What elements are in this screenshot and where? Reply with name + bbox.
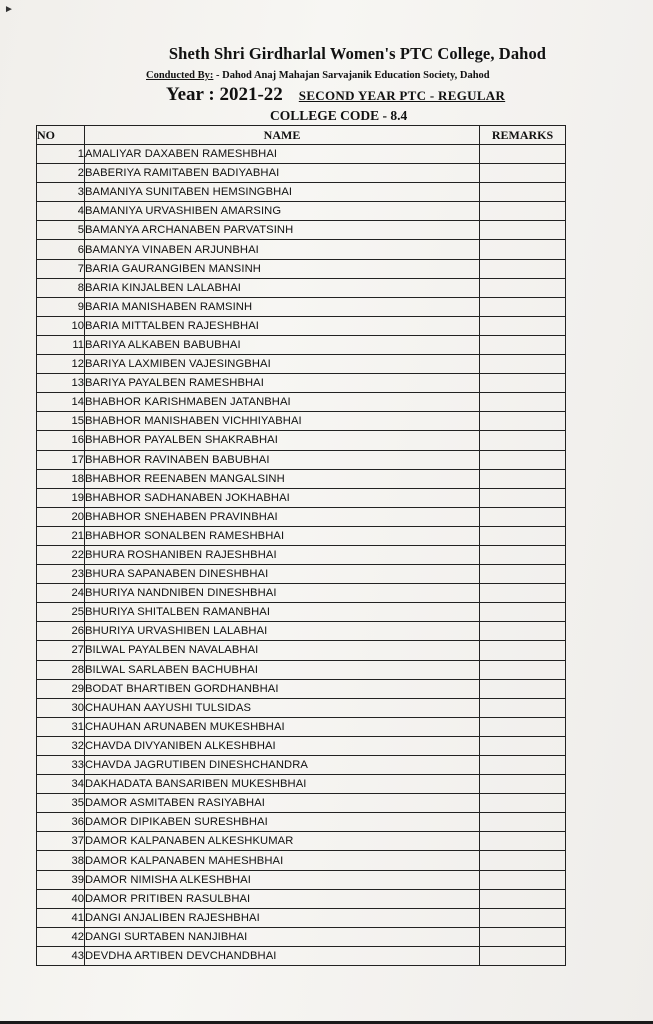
year-line [166, 84, 505, 106]
remarks-cell [480, 851, 566, 870]
remarks-cell [480, 145, 566, 164]
student-name: DANGI ANJALIBEN RAJESHBHAI [85, 908, 480, 927]
corner-mark: ► [4, 4, 14, 15]
table-row [37, 813, 566, 832]
student-name: BHURIYA SHITALBEN RAMANBHAI [85, 603, 480, 622]
table-row [37, 488, 566, 507]
remarks-cell [480, 450, 566, 469]
remarks-cell [480, 603, 566, 622]
row-number: 6 [37, 240, 85, 259]
row-number: 8 [37, 278, 85, 297]
student-name: DAMOR PRITIBEN RASULBHAI [85, 889, 480, 908]
row-number: 30 [37, 698, 85, 717]
student-name: CHAVDA JAGRUTIBEN DINESHCHANDRA [85, 756, 480, 775]
remarks-cell [480, 908, 566, 927]
remarks-cell [480, 545, 566, 564]
table-row [37, 889, 566, 908]
remarks-cell [480, 221, 566, 240]
student-name: BHABHOR REENABEN MANGALSINH [85, 469, 480, 488]
table-row [37, 526, 566, 545]
table-row [37, 278, 566, 297]
row-number: 21 [37, 526, 85, 545]
student-name: DAMOR DIPIKABEN SURESHBHAI [85, 813, 480, 832]
remarks-cell [480, 240, 566, 259]
row-number: 24 [37, 584, 85, 603]
remarks-cell [480, 355, 566, 374]
row-number: 16 [37, 431, 85, 450]
student-name: BHABHOR MANISHABEN VICHHIYABHAI [85, 412, 480, 431]
table-row [37, 240, 566, 259]
student-name: BABERIYA RAMITABEN BADIYABHAI [85, 164, 480, 183]
remarks-cell [480, 565, 566, 584]
row-number: 29 [37, 679, 85, 698]
row-number: 41 [37, 908, 85, 927]
student-name: BARIA GAURANGIBEN MANSINH [85, 259, 480, 278]
remarks-cell [480, 927, 566, 946]
student-name: CHAUHAN AAYUSHI TULSIDAS [85, 698, 480, 717]
conducted-by [146, 70, 490, 81]
row-number: 1 [37, 145, 85, 164]
student-name: BHABHOR PAYALBEN SHAKRABHAI [85, 431, 480, 450]
row-number: 20 [37, 507, 85, 526]
row-number: 25 [37, 603, 85, 622]
table-row [37, 679, 566, 698]
student-name: BHABHOR SNEHABEN PRAVINBHAI [85, 507, 480, 526]
table-row [37, 565, 566, 584]
student-name: DAMOR KALPANABEN MAHESHBHAI [85, 851, 480, 870]
remarks-cell [480, 374, 566, 393]
row-number: 17 [37, 450, 85, 469]
row-number: 19 [37, 488, 85, 507]
table-row [37, 756, 566, 775]
table-row [37, 775, 566, 794]
row-number: 13 [37, 374, 85, 393]
table-header-row [37, 126, 566, 145]
table-row [37, 545, 566, 564]
student-name: BILWAL SARLABEN BACHUBHAI [85, 660, 480, 679]
remarks-cell [480, 698, 566, 717]
student-name: BODAT BHARTIBEN GORDHANBHAI [85, 679, 480, 698]
remarks-cell [480, 316, 566, 335]
row-number: 5 [37, 221, 85, 240]
row-number: 3 [37, 183, 85, 202]
row-number: 39 [37, 870, 85, 889]
student-name: DANGI SURTABEN NANJIBHAI [85, 927, 480, 946]
remarks-cell [480, 756, 566, 775]
student-name: BAMANIYA SUNITABEN HEMSINGBHAI [85, 183, 480, 202]
student-name: DAMOR ASMITABEN RASIYABHAI [85, 794, 480, 813]
remarks-cell [480, 832, 566, 851]
remarks-cell [480, 412, 566, 431]
row-number: 37 [37, 832, 85, 851]
remarks-cell [480, 507, 566, 526]
college-code: COLLEGE CODE - 8.4 [270, 108, 408, 123]
table-row [37, 870, 566, 889]
table-row [37, 717, 566, 736]
student-name: BARIYA ALKABEN BABUBHAI [85, 335, 480, 354]
row-number: 36 [37, 813, 85, 832]
student-name: BHURA ROSHANIBEN RAJESHBHAI [85, 545, 480, 564]
table-row [37, 374, 566, 393]
remarks-cell [480, 183, 566, 202]
student-name: BHABHOR KARISHMABEN JATANBHAI [85, 393, 480, 412]
remarks-cell [480, 775, 566, 794]
remarks-cell [480, 946, 566, 965]
student-name: BARIYA LAXMIBEN VAJESINGBHAI [85, 355, 480, 374]
row-number: 11 [37, 335, 85, 354]
student-name: DAMOR NIMISHA ALKESHBHAI [85, 870, 480, 889]
student-name: BAMANIYA URVASHIBEN AMARSING [85, 202, 480, 221]
table-row [37, 698, 566, 717]
student-name: BARIA MITTALBEN RAJESHBHAI [85, 316, 480, 335]
remarks-cell [480, 164, 566, 183]
row-number: 12 [37, 355, 85, 374]
conducted-label: Conducted By: [146, 70, 214, 81]
row-number: 34 [37, 775, 85, 794]
remarks-cell [480, 889, 566, 908]
student-name: AMALIYAR DAXABEN RAMESHBHAI [85, 145, 480, 164]
table-row [37, 660, 566, 679]
table-row [37, 221, 566, 240]
table-row [37, 412, 566, 431]
row-number: 42 [37, 927, 85, 946]
remarks-cell [480, 335, 566, 354]
student-name: BHURA SAPANABEN DINESHBHAI [85, 565, 480, 584]
remarks-cell [480, 870, 566, 889]
remarks-cell [480, 526, 566, 545]
row-number: 40 [37, 889, 85, 908]
remarks-cell [480, 641, 566, 660]
row-number: 4 [37, 202, 85, 221]
table-row [37, 794, 566, 813]
table-row [37, 393, 566, 412]
table-row [37, 183, 566, 202]
row-number: 18 [37, 469, 85, 488]
table-row [37, 908, 566, 927]
remarks-cell [480, 717, 566, 736]
table-row [37, 584, 566, 603]
remarks-cell [480, 813, 566, 832]
table-row [37, 641, 566, 660]
remarks-cell [480, 202, 566, 221]
table-row [37, 297, 566, 316]
student-name: BHABHOR RAVINABEN BABUBHAI [85, 450, 480, 469]
row-number: 9 [37, 297, 85, 316]
row-number: 15 [37, 412, 85, 431]
row-number: 26 [37, 622, 85, 641]
remarks-cell [480, 431, 566, 450]
student-name: BHABHOR SONALBEN RAMESHBHAI [85, 526, 480, 545]
remarks-cell [480, 393, 566, 412]
row-number: 27 [37, 641, 85, 660]
academic-year: Year : 2021-22 [166, 84, 283, 105]
remarks-cell [480, 660, 566, 679]
table-row [37, 469, 566, 488]
student-name: BARIYA PAYALBEN RAMESHBHAI [85, 374, 480, 393]
table-row [37, 832, 566, 851]
student-name: DAKHADATA BANSARIBEN MUKESHBHAI [85, 775, 480, 794]
student-name: BHURIYA NANDNIBEN DINESHBHAI [85, 584, 480, 603]
remarks-cell [480, 488, 566, 507]
table-row [37, 622, 566, 641]
row-number: 35 [37, 794, 85, 813]
table-row [37, 355, 566, 374]
student-name: BARIA MANISHABEN RAMSINH [85, 297, 480, 316]
row-number: 23 [37, 565, 85, 584]
remarks-cell [480, 469, 566, 488]
table-row [37, 145, 566, 164]
column-header-remarks: REMARKS [480, 126, 566, 145]
student-name: BAMANYA VINABEN ARJUNBHAI [85, 240, 480, 259]
table-row [37, 946, 566, 965]
student-name: BHABHOR SADHANABEN JOKHABHAI [85, 488, 480, 507]
row-number: 28 [37, 660, 85, 679]
table-row [37, 335, 566, 354]
table-row [37, 431, 566, 450]
programme-label: SECOND YEAR PTC - REGULAR [298, 88, 506, 103]
row-number: 38 [37, 851, 85, 870]
student-name: BILWAL PAYALBEN NAVALABHAI [85, 641, 480, 660]
remarks-cell [480, 278, 566, 297]
conducted-value: - Dahod Anaj Mahajan Sarvajanik Education Society, Dahod [216, 70, 490, 81]
table-row [37, 450, 566, 469]
table-row [37, 603, 566, 622]
remarks-cell [480, 297, 566, 316]
remarks-cell [480, 259, 566, 278]
student-name: DEVDHA ARTIBEN DEVCHANDBHAI [85, 946, 480, 965]
row-number: 33 [37, 756, 85, 775]
remarks-cell [480, 794, 566, 813]
table-row [37, 259, 566, 278]
college-title: Sheth Shri Girdharlal Women's PTC College, Dahod [168, 44, 547, 63]
student-name: BARIA KINJALBEN LALABHAI [85, 278, 480, 297]
table-row [37, 851, 566, 870]
table-row [37, 927, 566, 946]
student-name: CHAVDA DIVYANIBEN ALKESHBHAI [85, 736, 480, 755]
student-name: CHAUHAN ARUNABEN MUKESHBHAI [85, 717, 480, 736]
student-name: DAMOR KALPANABEN ALKESHKUMAR [85, 832, 480, 851]
column-header-no: NO [37, 126, 85, 145]
row-number: 10 [37, 316, 85, 335]
row-number: 7 [37, 259, 85, 278]
row-number: 31 [37, 717, 85, 736]
table-row [37, 736, 566, 755]
table-row [37, 316, 566, 335]
student-name: BHURIYA URVASHIBEN LALABHAI [85, 622, 480, 641]
table-row [37, 202, 566, 221]
remarks-cell [480, 736, 566, 755]
table-row [37, 507, 566, 526]
row-number: 32 [37, 736, 85, 755]
row-number: 43 [37, 946, 85, 965]
student-list-table [36, 125, 566, 966]
student-name: BAMANYA ARCHANABEN PARVATSINH [85, 221, 480, 240]
column-header-name: NAME [85, 126, 480, 145]
remarks-cell [480, 679, 566, 698]
row-number: 22 [37, 545, 85, 564]
row-number: 2 [37, 164, 85, 183]
table-row [37, 164, 566, 183]
remarks-cell [480, 584, 566, 603]
row-number: 14 [37, 393, 85, 412]
remarks-cell [480, 622, 566, 641]
